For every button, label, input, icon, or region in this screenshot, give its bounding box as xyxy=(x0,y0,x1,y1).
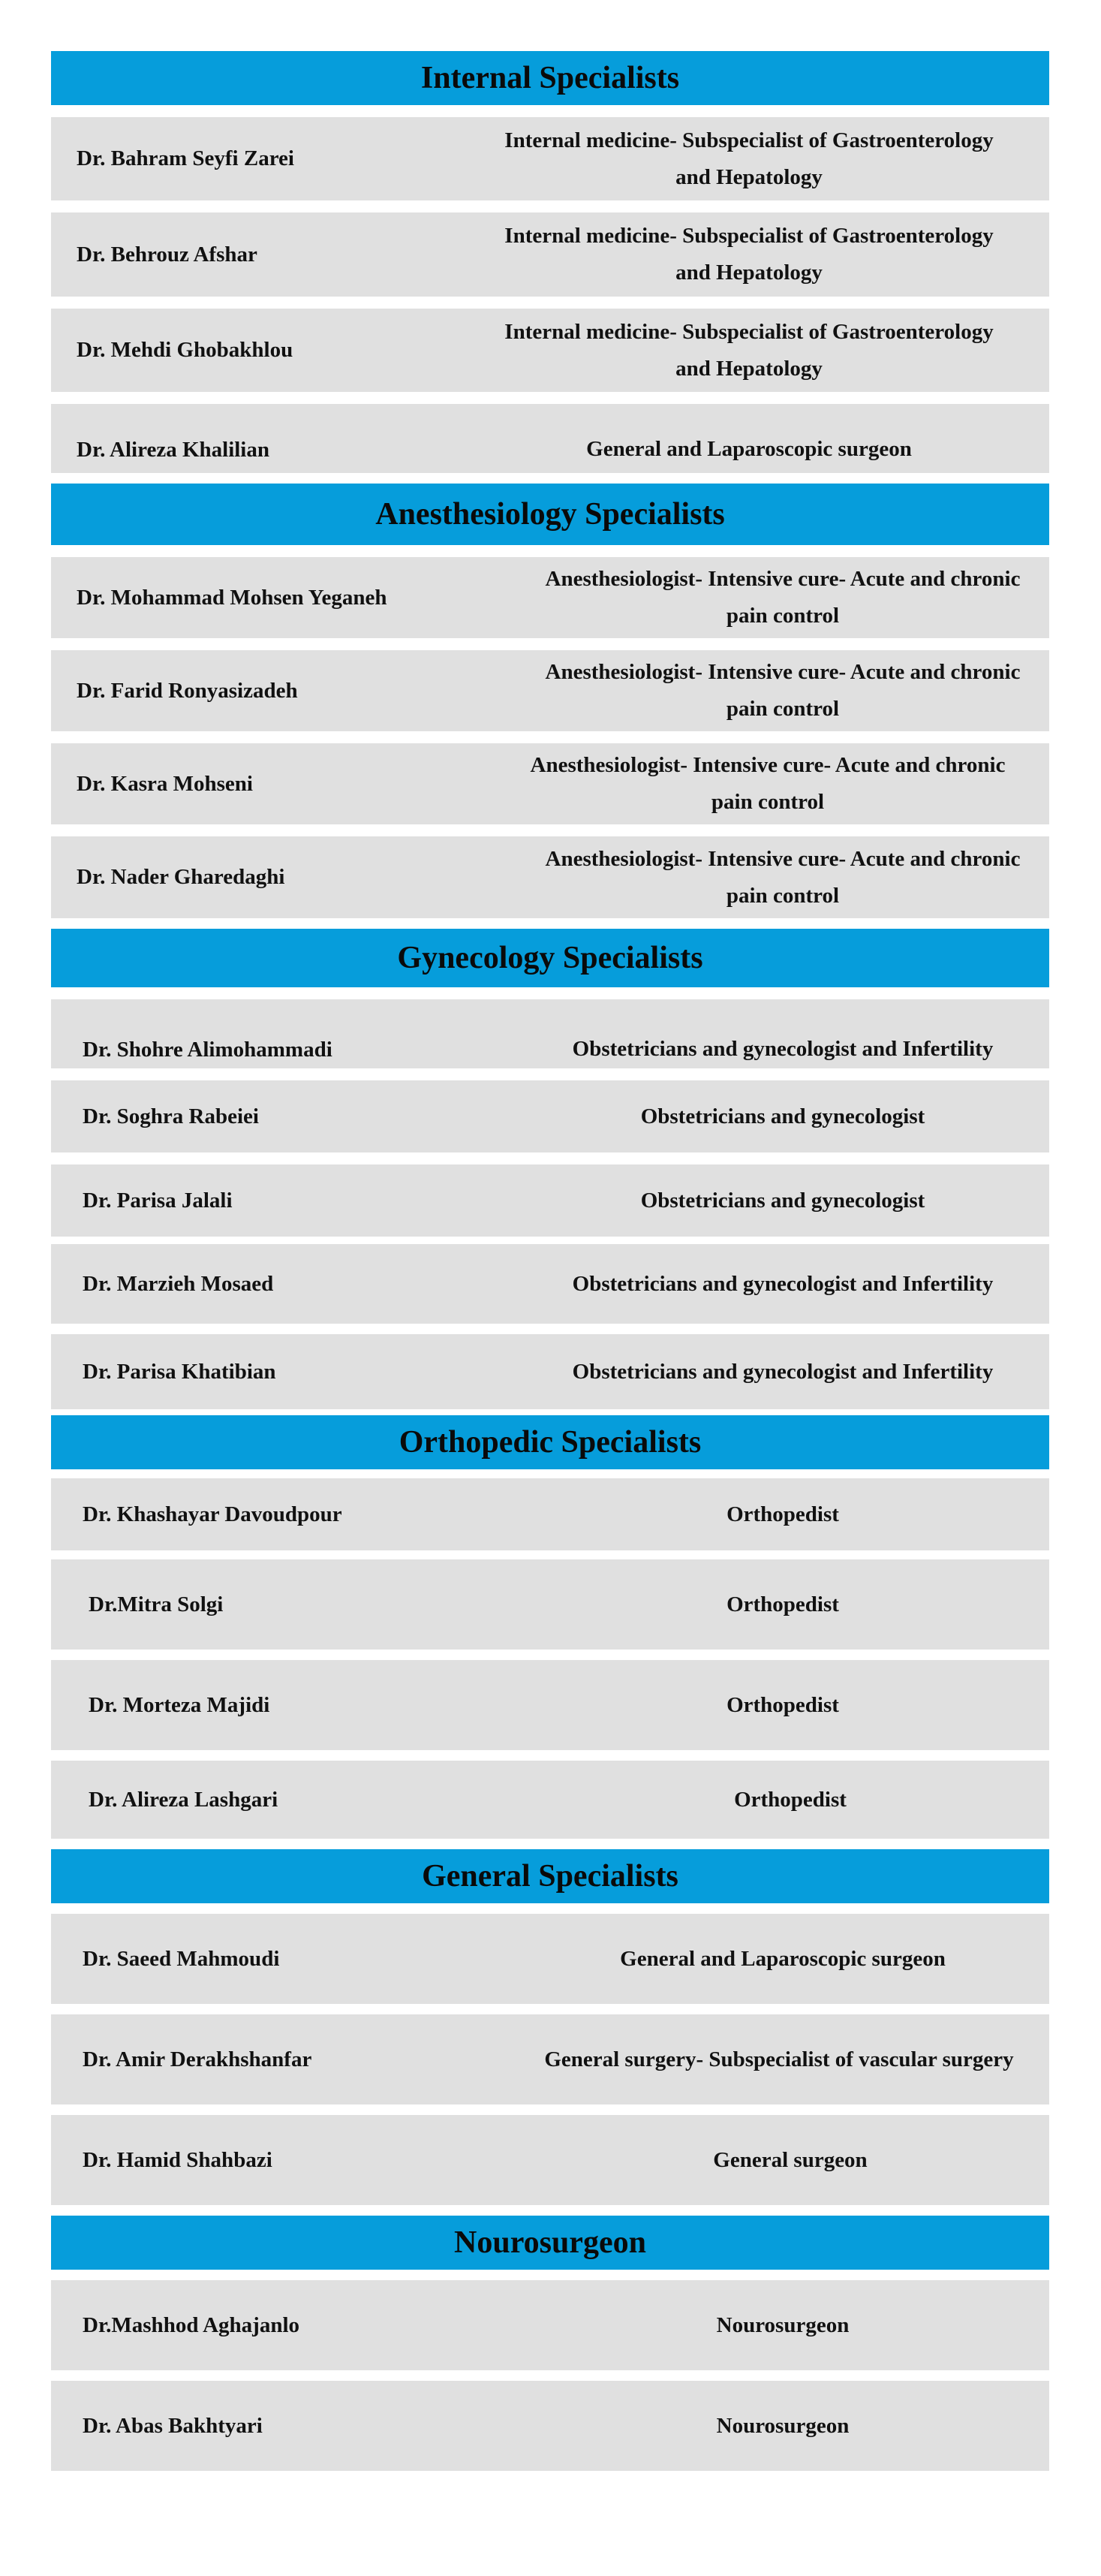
doctor-name: Dr. Bahram Seyfi Zarei xyxy=(77,146,294,170)
doctor-name: Dr. Parisa Khatibian xyxy=(83,1359,276,1384)
table-row xyxy=(51,1914,1049,2004)
doctor-name: Dr. Khashayar Davoudpour xyxy=(83,1502,342,1526)
doctor-specialty: Obstetricians and gynecologist xyxy=(640,1104,925,1128)
doctor-specialty: General and Laparoscopic surgeon xyxy=(586,437,912,462)
doctor-specialty: Orthopedist xyxy=(726,1592,839,1616)
doctor-name: Dr. Kasra Mohseni xyxy=(77,771,253,796)
table-row xyxy=(51,1244,1049,1324)
doctor-specialty: Internal medicine- Subspecialist of Gastroenterology and Hepatology xyxy=(504,224,994,285)
doctor-name: Dr. Abas Bakhtyari xyxy=(83,2413,263,2438)
table-row xyxy=(51,557,1049,638)
table-row xyxy=(51,1080,1049,1152)
doctor-name: Dr. Marzieh Mosaed xyxy=(83,1271,274,1296)
doctor-specialty: Orthopedist xyxy=(726,1692,839,1717)
doctor-name: Dr. Alireza Khalilian xyxy=(77,438,269,462)
table-row xyxy=(51,1478,1049,1550)
doctor-name: Dr. Parisa Jalali xyxy=(83,1188,233,1213)
doctor-specialty: Obstetricians and gynecologist and Infertility xyxy=(572,1359,994,1384)
doctor-specialty: Orthopedist xyxy=(726,1502,839,1526)
doctor-specialty: Anesthesiologist- Intensive cure- Acute and chronic pain control xyxy=(545,660,1021,721)
doctor-specialty: Internal medicine- Subspecialist of Gastroenterology and Hepatology xyxy=(504,319,994,381)
doctor-name: Dr. Mehdi Ghobakhlou xyxy=(77,338,293,362)
doctor-specialty: Anesthesiologist- Intensive cure- Acute and chronic pain control xyxy=(545,567,1021,628)
doctor-name: Dr. Mohammad Mohsen Yeganeh xyxy=(77,585,387,610)
doctor-specialty: General and Laparoscopic surgeon xyxy=(620,1946,946,1971)
doctor-name: Dr. Hamid Shahbazi xyxy=(83,2147,272,2172)
table-row xyxy=(51,117,1049,200)
doctor-name: Dr. Amir Derakhshanfar xyxy=(83,2047,312,2071)
table-row xyxy=(51,743,1049,824)
table-row xyxy=(51,999,1049,1068)
table-row xyxy=(51,309,1049,392)
table-row xyxy=(51,1660,1049,1750)
doctor-specialty: Obstetricians and gynecologist and Infertility xyxy=(572,1037,994,1062)
doctor-name: Dr. Nader Gharedaghi xyxy=(77,865,285,889)
specialists-directory xyxy=(51,51,1049,2471)
section-header-neurosurgery: Nourosurgeon xyxy=(51,2216,1049,2270)
section-header-anesthesiology: Anesthesiology Specialists xyxy=(51,484,1049,545)
table-row xyxy=(51,2014,1049,2104)
doctor-name: Dr.Mashhod Aghajanlo xyxy=(83,2312,300,2337)
doctor-specialty: Nourosurgeon xyxy=(716,2413,850,2438)
doctor-specialty: Obstetricians and gynecologist xyxy=(640,1188,925,1213)
table-row xyxy=(51,1559,1049,1650)
doctor-name: Dr. Morteza Majidi xyxy=(89,1692,270,1717)
table-row xyxy=(51,2381,1049,2471)
section-header-gynecology: Gynecology Specialists xyxy=(51,929,1049,987)
table-row xyxy=(51,1761,1049,1839)
table-row xyxy=(51,2115,1049,2205)
doctor-specialty: Anesthesiologist- Intensive cure- Acute and chronic pain control xyxy=(545,846,1021,908)
doctor-specialty: Internal medicine- Subspecialist of Gastroenterology and Hepatology xyxy=(504,128,994,189)
table-row xyxy=(51,2280,1049,2370)
doctor-specialty: Obstetricians and gynecologist and Infertility xyxy=(572,1271,994,1296)
doctor-specialty: General surgeon xyxy=(713,2147,868,2172)
doctor-name: Dr. Alireza Lashgari xyxy=(89,1787,278,1812)
doctor-name: Dr. Farid Ronyasizadeh xyxy=(77,678,298,703)
table-row xyxy=(51,1334,1049,1409)
table-row xyxy=(51,1164,1049,1237)
doctor-name: Dr. Soghra Rabeiei xyxy=(83,1104,259,1128)
doctor-specialty: Anesthesiologist- Intensive cure- Acute and chronic pain control xyxy=(530,753,1006,814)
section-header-general: General Specialists xyxy=(51,1849,1049,1903)
doctor-specialty: General surgery- Subspecialist of vascular surgery xyxy=(544,2047,1014,2071)
section-header-orthopedic: Orthopedic Specialists xyxy=(51,1415,1049,1469)
table-row xyxy=(51,404,1049,473)
doctor-specialty: Orthopedist xyxy=(734,1787,847,1812)
table-row xyxy=(51,650,1049,731)
doctor-specialty: Nourosurgeon xyxy=(716,2312,850,2337)
doctor-name: Dr. Saeed Mahmoudi xyxy=(83,1946,280,1971)
table-row xyxy=(51,836,1049,918)
doctor-name: Dr. Shohre Alimohammadi xyxy=(83,1038,332,1062)
doctor-name: Dr.Mitra Solgi xyxy=(89,1592,224,1616)
section-header-internal: Internal Specialists xyxy=(51,51,1049,105)
table-row xyxy=(51,212,1049,297)
doctor-name: Dr. Behrouz Afshar xyxy=(77,242,257,267)
